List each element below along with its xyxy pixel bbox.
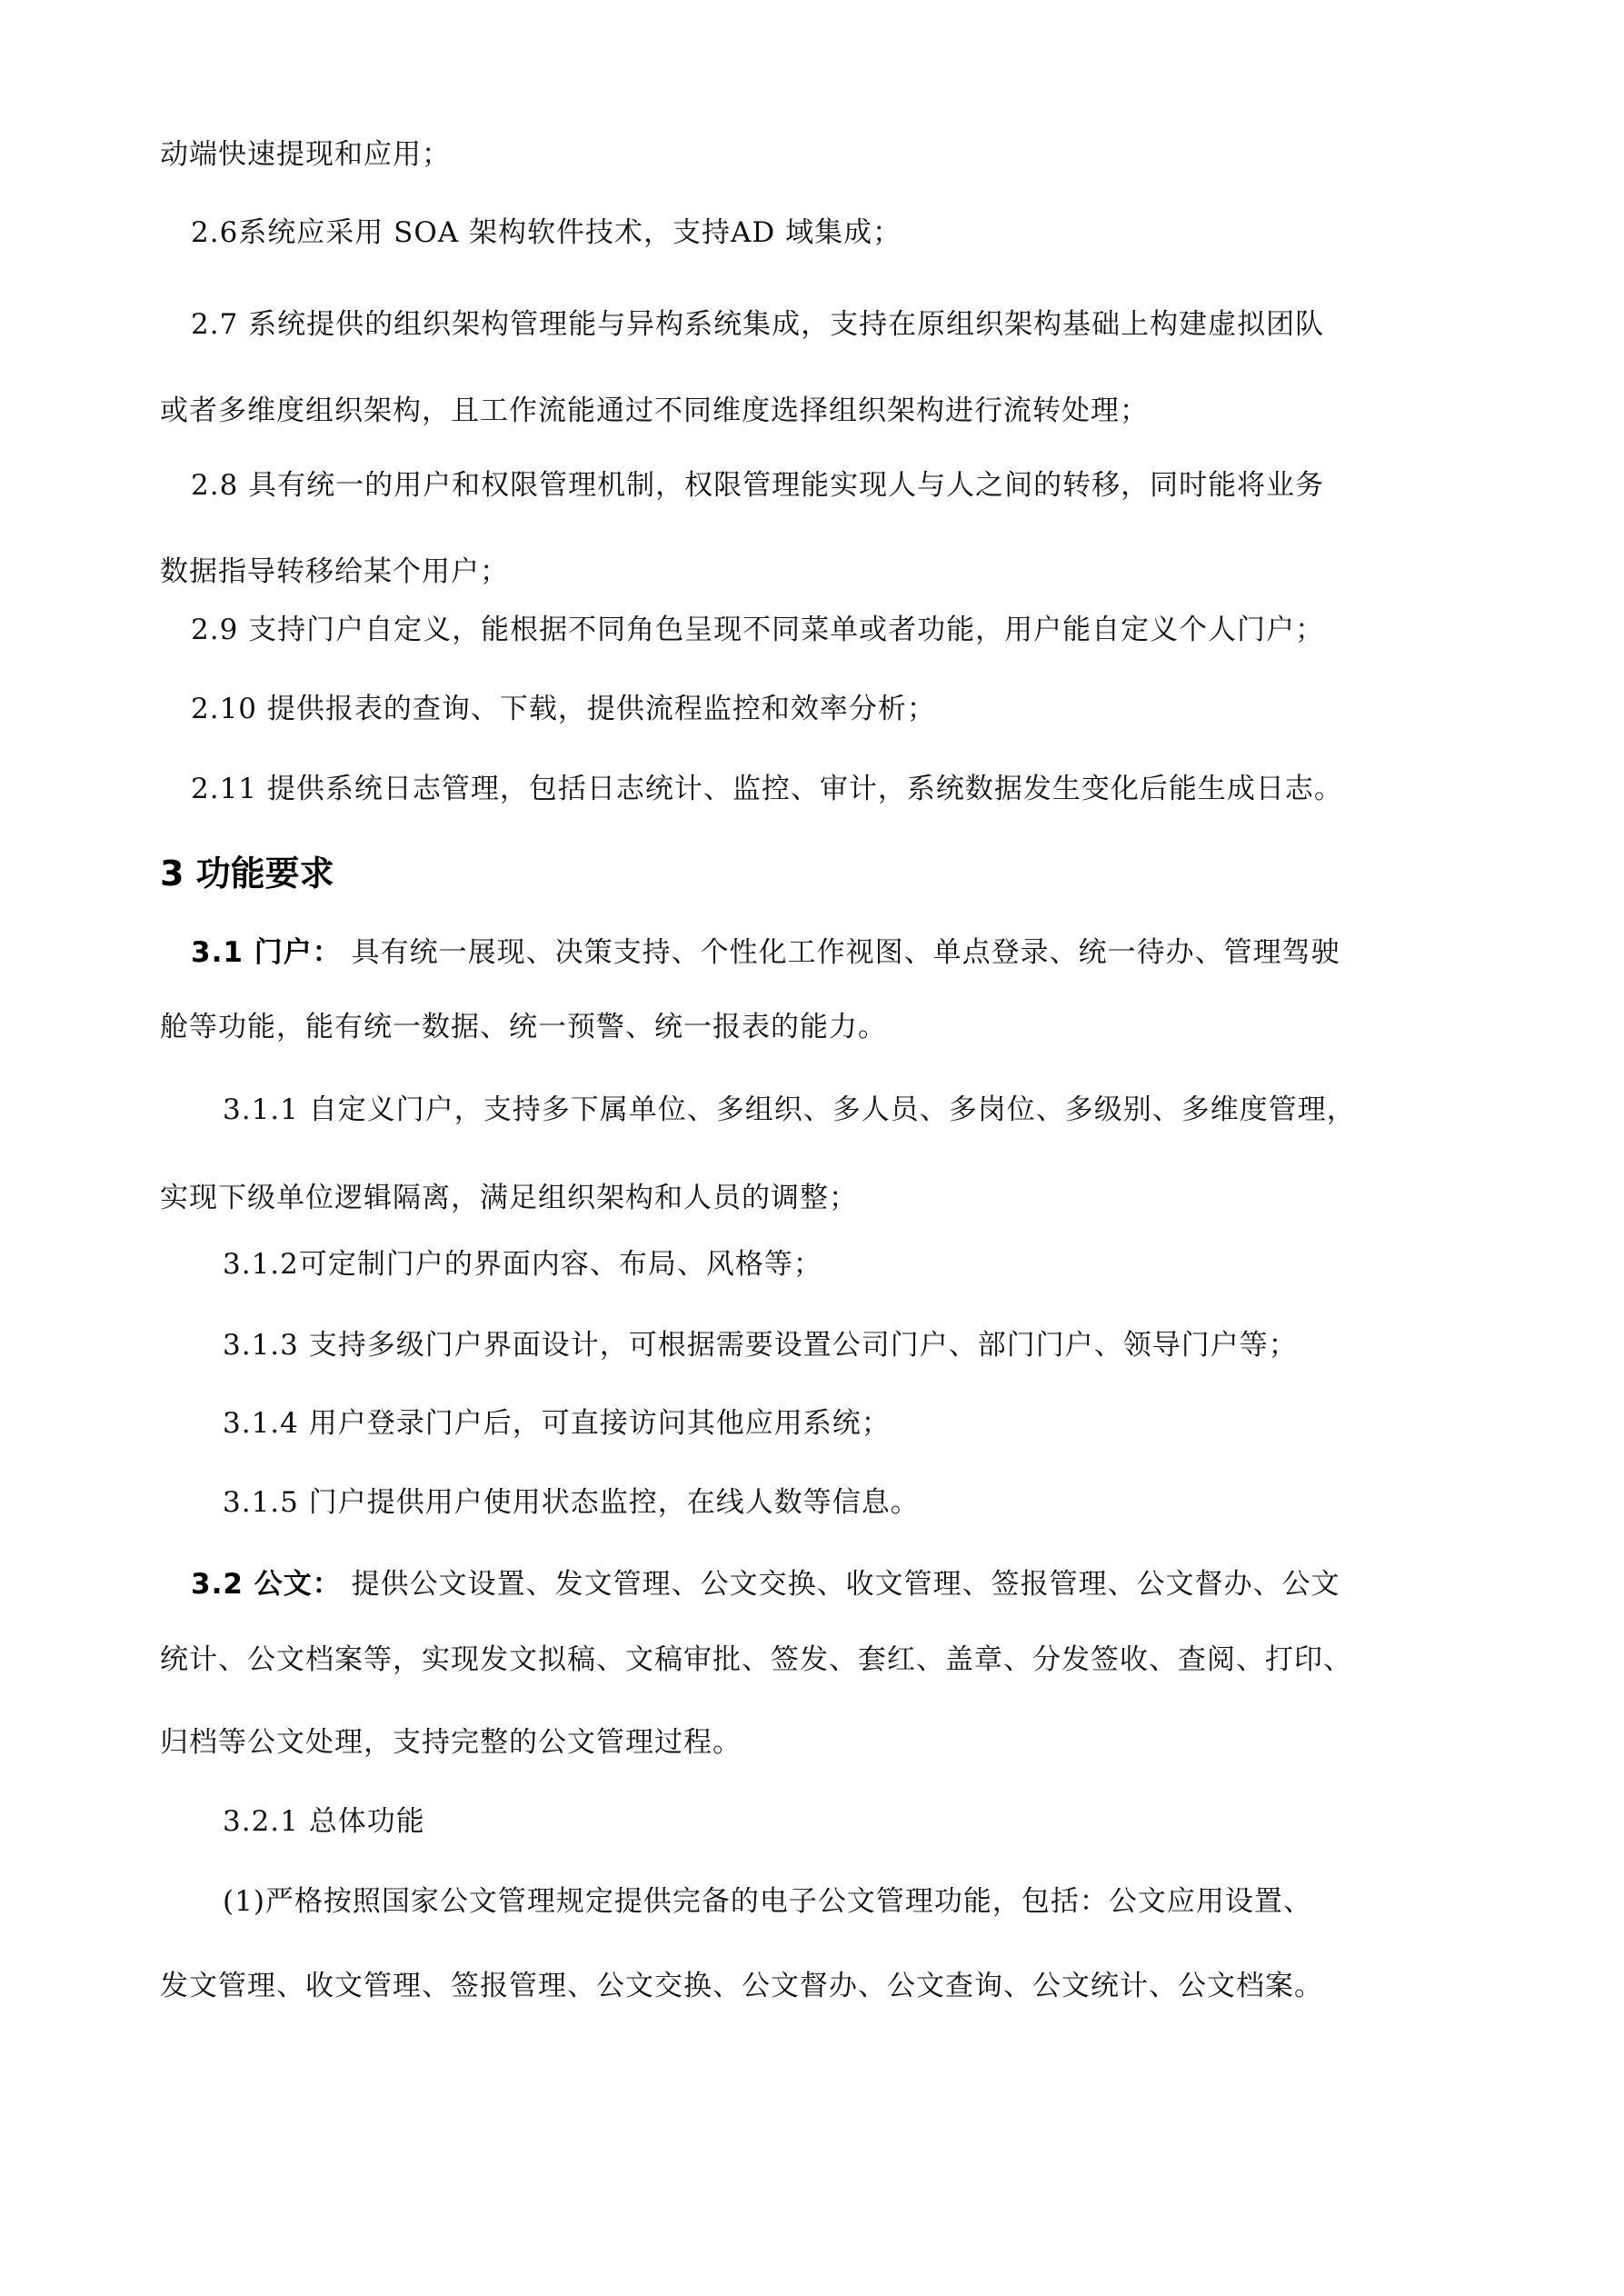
paragraph-line: 或者多维度组织架构，且工作流能通过不同维度选择组织架构进行流转处理； [160,394,1149,427]
paragraph-line: 3.1.3 支持多级门户界面设计，可根据需要设置公司门户、部门门户、领导门户等； [223,1329,1298,1362]
paragraph-line: 3.1.2可定制门户的界面内容、布局、风格等； [223,1248,822,1281]
paragraph-line: (1)严格按照国家公文管理规定提供完备的电子公文管理功能，包括：公文应用设置、 [223,1885,1312,1918]
paragraph-line: 3.1.5 门户提供用户使用状态监控，在线人数等信息。 [223,1486,920,1519]
paragraph-line: 3.2.1 总体功能 [223,1805,425,1838]
paragraph-line: 归档等公文处理，支持完整的公文管理过程。 [160,1726,742,1759]
paragraph-line: 动端快速提现和应用； [160,138,451,171]
subsection-3-1-line [191,934,1340,971]
subsection-label: 3.2 公文： [191,1568,342,1601]
paragraph-line: 2.11 提供系统日志管理，包括日志统计、监控、审计，系统数据发生变化后能生成日志。 [191,773,1343,805]
paragraph-line: 3.1.1 自定义门户，支持多下属单位、多组织、多人员、多岗位、多级别、多维度管理， [223,1093,1356,1126]
section-heading: 3 功能要求 [160,854,334,893]
paragraph-line: 2.9 支持门户自定义，能根据不同角色呈现不同菜单或者功能，用户能自定义个人门户； [191,614,1325,646]
paragraph-line: 实现下级单位逻辑隔离，满足组织架构和人员的调整； [160,1182,858,1214]
paragraph-line: 统计、公文档案等，实现发文拟稿、文稿审批、签发、套红、盖章、分发签收、查阅、打印、 [160,1643,1352,1676]
subsection-label: 3.1 门户： [191,936,342,969]
subsection-text: 提供公文设置、发文管理、公文交换、收文管理、签报管理、公文督办、公文 [351,1568,1340,1601]
paragraph-line: 舱等功能，能有统一数据、统一预警、统一报表的能力。 [160,1011,887,1043]
paragraph-line: 2.7 系统提供的组织架构管理能与异构系统集成，支持在原组织架构基础上构建虚拟团队 [191,308,1325,341]
subsection-text: 具有统一展现、决策支持、个性化工作视图、单点登录、统一待办、管理驾驶 [351,936,1340,969]
paragraph-line: 2.8 具有统一的用户和权限管理机制，权限管理能实现人与人之间的转移，同时能将业务 [191,469,1325,502]
paragraph-line: 数据指导转移给某个用户； [160,555,509,588]
subsection-3-2-line [191,1566,1340,1602]
paragraph-line: 2.10 提供报表的查询、下载，提供流程监控和效率分析； [191,693,936,725]
paragraph-line: 2.6系统应采用 SOA 架构软件技术，支持AD 域集成； [191,216,902,249]
paragraph-line: 3.1.4 用户登录门户后，可直接访问其他应用系统； [223,1407,891,1440]
paragraph-line: 发文管理、收文管理、签报管理、公文交换、公文督办、公文查询、公文统计、公文档案。 [160,1970,1323,2002]
